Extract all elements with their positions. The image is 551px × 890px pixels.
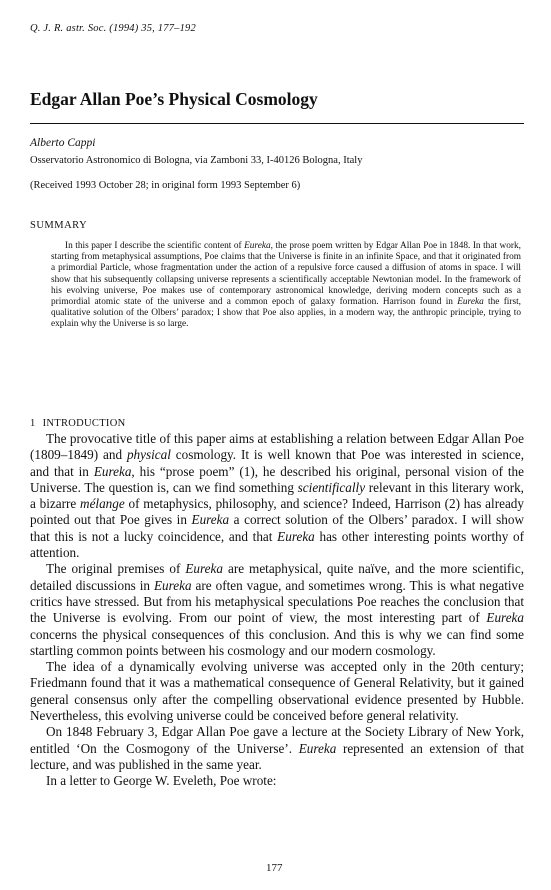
section-title: INTRODUCTION bbox=[42, 418, 126, 429]
paragraph-text: has other interesting points worthy of attention. bbox=[30, 528, 524, 561]
emphasis: Eureka bbox=[486, 610, 524, 626]
title-rule bbox=[30, 123, 524, 124]
paragraph-3: The idea of a dynamically evolving universe was accepted only in the 20th century; Friedmann found that it was a mathematical consequence of General Relativity, but it gained general consensus only after the compelling observational evidence presented by Hubble. Nevertheless, this evolving universe could be conceived before general relativity. bbox=[30, 659, 524, 724]
received-dates: (Received 1993 October 28; in original form 1993 September 6) bbox=[30, 180, 301, 191]
emphasis: physical bbox=[126, 447, 171, 463]
emphasis: mélange bbox=[80, 496, 125, 512]
emphasis: Eureka bbox=[277, 528, 315, 544]
summary-abstract bbox=[51, 241, 521, 331]
paragraph-5: In a letter to George W. Eveleth, Poe wrote: bbox=[46, 773, 277, 789]
emphasis: Eureka bbox=[93, 463, 132, 479]
paragraph-text: are often vague, and sometimes wrong. This is what negative critics have stressed. But from his metaphysical speculations Poe reaches the conclusion that the Universe is evolving. From our point of view, the most interesting part of bbox=[30, 577, 524, 626]
paragraph-text: represented an extension of that lecture, and was published in the same year. bbox=[30, 740, 524, 772]
paragraph-text: , his “prose poem” (1), he described his original, personal vision of the Universe. The question is, can we find something bbox=[30, 463, 525, 495]
section-number: 1 bbox=[30, 418, 36, 429]
summary-italic-title: Eureka bbox=[244, 241, 271, 251]
summary-italic-title: Eureka bbox=[457, 297, 484, 308]
section-heading bbox=[30, 418, 126, 429]
paragraph-2 bbox=[30, 561, 524, 659]
paragraph-text: a correct solution of the Olbers’ paradox. I will show that this is not a lucky coincidence, and that bbox=[30, 512, 524, 544]
summary-heading: SUMMARY bbox=[30, 220, 88, 231]
summary-text: the first, qualitative solution of the Olbers’ paradox; I show that Poe also applies, in a modern way, the anthropic principle, trying to explain why the Universe is so large. bbox=[51, 297, 522, 330]
emphasis: Eureka bbox=[185, 561, 223, 577]
emphasis: Eureka bbox=[298, 740, 337, 756]
paragraph-text: The original premises of bbox=[46, 561, 186, 577]
emphasis: Eureka bbox=[191, 512, 230, 528]
body-text bbox=[30, 431, 524, 790]
summary-text: , the prose poem written by Edgar Allan Poe in 1848. In that work, starting from metaphysical assumptions, Poe claims that the Universe is finite in an infinite Space, and that it originated from a primordial Particle, whose fragmentation under the action of a repulsive force caused a diffusion of atoms in space. I will show that his subsequently collapsing universe represents a scientifically acceptable Newtonian model. In the framework of his evolving universe, Poe makes use of contemporary astronomical knowledge, deriving modern concepts such as a primordial atomic state of the universe and a common epoch of galaxy formation. Harrison found in bbox=[51, 241, 521, 308]
paragraph-1 bbox=[30, 431, 524, 561]
paragraph-text: On 1848 February 3, Edgar Allan Poe gave a lecture at the Society Library of New York, entitled ‘On the Cosmogony of the Universe’. bbox=[30, 724, 524, 756]
emphasis: Eureka bbox=[153, 577, 192, 593]
running-head: Q. J. R. astr. Soc. (1994) 35, 177–192 bbox=[30, 23, 196, 34]
author-name: Alberto Cappi bbox=[30, 137, 96, 149]
article-title: Edgar Allan Poe’s Physical Cosmology bbox=[30, 89, 318, 109]
paragraph-text: The provocative title of this paper aims at establishing a relation between Edgar Allan Poe (1809–1849) and bbox=[30, 431, 524, 463]
paragraph-text: concerns the physical consequences of this conclusion. And this is why we can find some startling common points between his cosmology and our modern cosmology. bbox=[30, 626, 524, 658]
emphasis: scientifically bbox=[297, 479, 366, 495]
page-number: 177 bbox=[266, 862, 283, 874]
author-affiliation: Osservatorio Astronomico di Bologna, via Zamboni 33, I-40126 Bologna, Italy bbox=[30, 155, 363, 166]
paragraph-text: of metaphysics, philosophy, and science? Indeed, Harrison (2) has already pointed out that Poe gives in bbox=[30, 496, 524, 528]
paragraph-4 bbox=[30, 724, 524, 773]
paragraph-text: are metaphysical, quite naïve, and the more scientific, detailed discussions in bbox=[30, 561, 524, 593]
paragraph-text: cosmology. It is well known that Poe was interested in science, and that in bbox=[30, 447, 524, 479]
paragraph-text: relevant in this literary work, a bizarre bbox=[30, 479, 524, 512]
summary-text: In this paper I describe the scientific content of bbox=[65, 241, 245, 251]
